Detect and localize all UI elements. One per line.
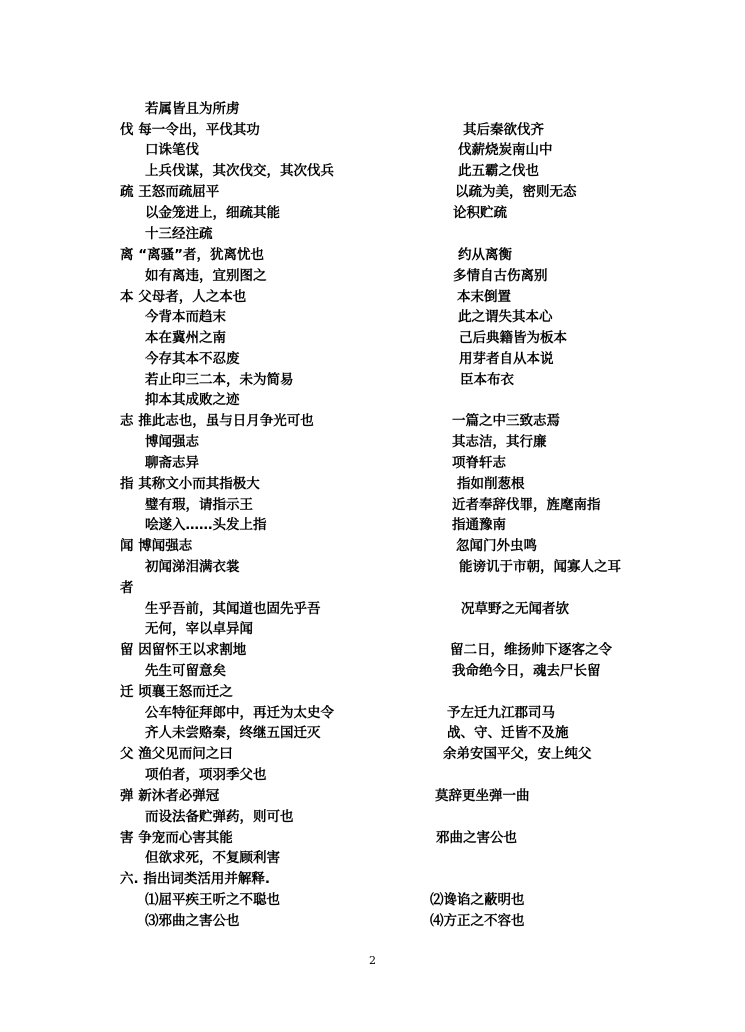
- text-line: [0, 869, 745, 889]
- text-line: [0, 203, 745, 223]
- line-left-text: 无何，宰以卓异闻: [145, 621, 253, 637]
- text-line: [0, 495, 745, 515]
- line-right-text: 其志洁，其行廉: [452, 434, 547, 450]
- text-line: [0, 661, 745, 681]
- line-right-text: 莫辞更坐弹一曲: [435, 788, 530, 804]
- line-right-text: 本末倒置: [457, 289, 511, 305]
- line-left-text: 父 渔父见而问之曰: [120, 746, 233, 762]
- line-left-text: 离 “离骚”者，犹离忧也: [120, 247, 264, 263]
- line-left-text: 聊斋志异: [145, 455, 199, 471]
- line-right-text: 况草野之无闻者欤: [461, 601, 569, 617]
- line-left-text: 上兵伐谋，其次伐交，其次伐兵: [145, 163, 334, 179]
- text-line: [0, 786, 745, 806]
- line-left-text: 以金笼进上，细疏其能: [145, 205, 280, 221]
- line-left-text: 若止印三二本，未为简易: [145, 372, 294, 388]
- text-line: [0, 536, 745, 556]
- line-right-text: 一篇之中三致志焉: [452, 413, 560, 429]
- line-right-text: 战、守、迁皆不及施: [447, 725, 569, 741]
- line-left-text: 而设法备贮弹药，则可也: [145, 809, 294, 825]
- line-right-text: 忽闻门外虫鸣: [456, 538, 537, 554]
- line-left-text: 先生可留意矣: [145, 663, 226, 679]
- line-left-text: ⑶邪曲之害公也: [145, 913, 240, 929]
- line-right-text: 我命绝今日，魂去尸长留: [452, 663, 601, 679]
- line-left-text: 留 因留怀王以求割地: [120, 642, 247, 658]
- line-left-text: 抑本其成败之迹: [145, 392, 240, 408]
- text-line: [0, 640, 745, 660]
- text-line: [0, 99, 745, 119]
- line-right-text: 邪曲之害公也: [436, 830, 517, 846]
- text-line: [0, 224, 745, 244]
- line-left-text: 口诛笔伐: [145, 142, 199, 158]
- line-right-text: 此之谓失其本心: [458, 309, 553, 325]
- line-right-text: 用芽者自从本说: [459, 351, 554, 367]
- line-left-text: 本 父母者，人之本也: [120, 289, 247, 305]
- line-left-text: 闻 博闻强志: [120, 538, 193, 554]
- text-line: [0, 557, 745, 577]
- line-right-text: 约从离衡: [458, 247, 512, 263]
- line-right-text: 其后秦欲伐齐: [463, 122, 544, 138]
- line-left-text: 哙遂入……头发上指: [145, 517, 267, 533]
- line-right-text: 能谤讥于市朝，闻寡人之耳: [459, 559, 621, 575]
- line-left-text: ⑴屈平疾王听之不聪也: [145, 892, 280, 908]
- line-left-text: 指 其称文小而其指极大: [120, 476, 260, 492]
- line-right-text: 论积贮疏: [453, 205, 507, 221]
- line-left-text: 弹 新沐者必弹冠: [120, 788, 220, 804]
- text-line: [0, 328, 745, 348]
- line-left-text: 疏 王怒而疏屈平: [120, 184, 220, 200]
- line-left-text: 璧有瑕，请指示王: [145, 497, 253, 513]
- text-line: [0, 266, 745, 286]
- text-line: [0, 682, 745, 702]
- text-line: [0, 349, 745, 369]
- text-line: [0, 453, 745, 473]
- line-left-text: 者: [120, 580, 134, 596]
- line-left-text: 伐 每一令出，平伐其功: [120, 122, 260, 138]
- text-line: [0, 140, 745, 160]
- line-right-text: 伐薪烧炭南山中: [458, 142, 553, 158]
- text-line: [0, 599, 745, 619]
- text-line: [0, 911, 745, 931]
- line-right-text: 项脊轩志: [452, 455, 506, 471]
- text-line: [0, 744, 745, 764]
- line-left-text: 公车特征拜郎中，再迁为太史令: [145, 705, 334, 721]
- line-left-text: 项伯者，项羽季父也: [145, 767, 267, 783]
- text-line: [0, 474, 745, 494]
- line-right-text: 指如削葱根: [457, 476, 525, 492]
- line-right-text: 此五霸之伐也: [458, 163, 539, 179]
- line-left-text: 生乎吾前，其闻道也固先乎吾: [145, 601, 321, 617]
- line-right-text: 己后典籍皆为板本: [459, 330, 567, 346]
- line-left-text: 今存其本不忍废: [145, 351, 240, 367]
- line-left-text: 如有离违，宜别图之: [145, 268, 267, 284]
- line-left-text: 但欲求死，不复顾利害: [145, 850, 280, 866]
- text-line: [0, 515, 745, 535]
- page-number: 2: [369, 954, 376, 967]
- text-line: [0, 723, 745, 743]
- line-right-text: 留二日，维扬帅下逐客之令: [450, 642, 612, 658]
- text-line: [0, 432, 745, 452]
- text-line: [0, 765, 745, 785]
- line-right-text: 指通豫南: [452, 517, 506, 533]
- text-line: [0, 848, 745, 868]
- line-left-text: 本在冀州之南: [145, 330, 226, 346]
- text-line: [0, 703, 745, 723]
- text-line: [0, 182, 745, 202]
- text-line: [0, 578, 745, 598]
- line-left-text: 十三经注疏: [145, 226, 213, 242]
- line-right-text: ⑵谗谄之蔽明也: [430, 892, 525, 908]
- text-line: [0, 828, 745, 848]
- text-line: [0, 390, 745, 410]
- line-right-text: ⑷方正之不容也: [430, 913, 525, 929]
- text-line: [0, 411, 745, 431]
- line-left-text: 初闻涕泪满衣裳: [145, 559, 240, 575]
- line-left-text: 志 推此志也，虽与日月争光可也: [120, 413, 314, 429]
- text-line: [0, 287, 745, 307]
- line-right-text: 余弟安国平父，安上纯父: [443, 746, 592, 762]
- line-left-text: 六. 指出词类活用并解释.: [120, 871, 270, 887]
- line-right-text: 多情自古伤离别: [453, 268, 548, 284]
- text-line: [0, 619, 745, 639]
- line-right-text: 臣本布衣: [460, 372, 514, 388]
- line-right-text: 近者奉辞伐罪，旌麾南指: [452, 497, 601, 513]
- text-line: [0, 890, 745, 910]
- text-line: [0, 120, 745, 140]
- text-line: [0, 807, 745, 827]
- line-left-text: 齐人未尝赂秦，终继五国迁灭: [145, 725, 321, 741]
- line-right-text: 以疏为美，密则无态: [455, 184, 577, 200]
- text-line: [0, 245, 745, 265]
- line-left-text: 若属皆且为所虏: [145, 101, 240, 117]
- text-line: [0, 161, 745, 181]
- line-left-text: 博闻强志: [145, 434, 199, 450]
- line-left-text: 迁 顷襄王怒而迁之: [120, 684, 233, 700]
- line-left-text: 今背本而趋末: [145, 309, 226, 325]
- line-right-text: 予左迁九江郡司马: [447, 705, 555, 721]
- text-line: [0, 370, 745, 390]
- text-line: [0, 307, 745, 327]
- line-left-text: 害 争宠而心害其能: [120, 830, 233, 846]
